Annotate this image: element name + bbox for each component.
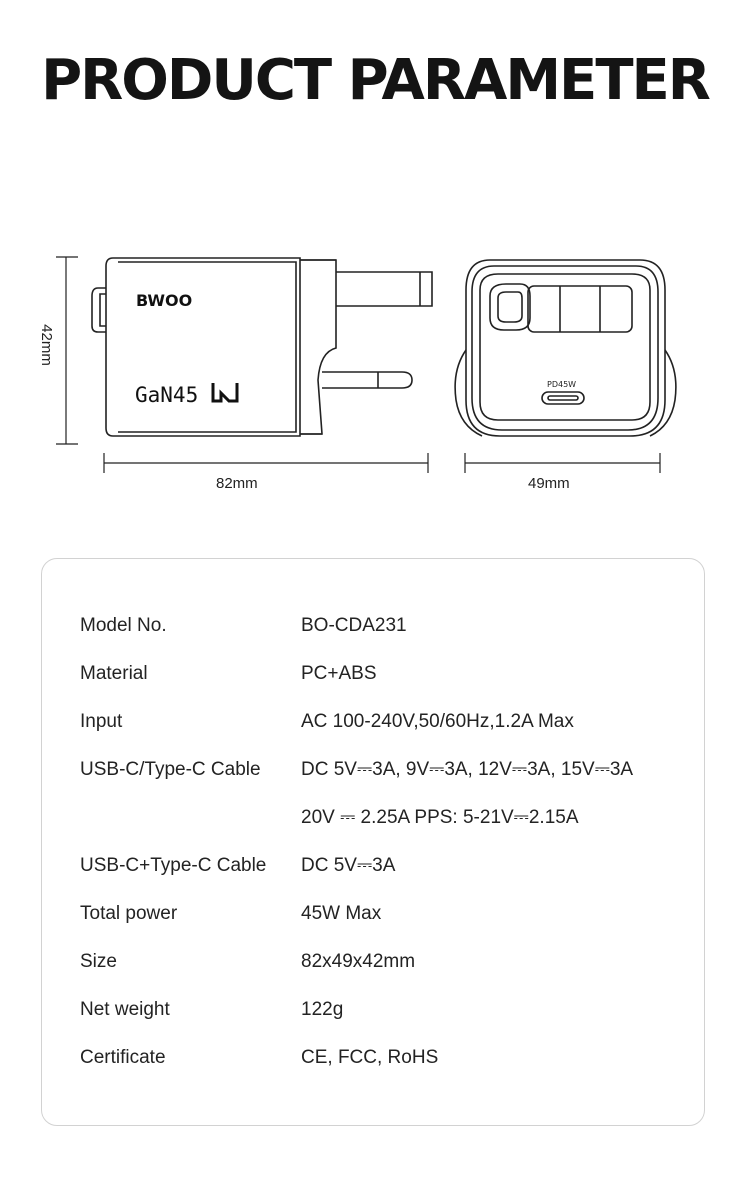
charger-side-view — [92, 258, 432, 436]
product-dimension-diagram — [0, 240, 750, 510]
spec-value: DC 5V⎓3A, 9V⎓3A, 12V⎓3A, 15V⎓3A — [301, 759, 634, 780]
spec-value: 122g — [301, 999, 344, 1020]
spec-label: Model No. — [80, 615, 167, 636]
port-label — [547, 380, 576, 389]
width-label: 82mm — [216, 475, 258, 492]
spec-value: AC 100-240V,50/60Hz,1.2A Max — [301, 711, 574, 732]
brand-logo — [136, 291, 192, 310]
svg-text:GaN45: GaN45 — [135, 383, 199, 407]
height-label: 42mm — [38, 324, 55, 366]
w-logo-icon — [213, 383, 237, 401]
height-dimension-line — [56, 257, 78, 444]
page-title: PRODUCT PARAMETER — [41, 48, 709, 113]
spec-value: 82x49x42mm — [301, 951, 416, 972]
spec-value: 20V ⎓ 2.25A PPS: 5-21V⎓2.15A — [301, 807, 579, 828]
spec-value: DC 5V⎓3A — [301, 855, 396, 876]
gan-label — [135, 383, 237, 407]
spec-label: Certificate — [80, 1047, 166, 1068]
spec-label: Material — [80, 663, 148, 684]
spec-card — [41, 558, 705, 1126]
svg-text:BWOO: BWOO — [136, 291, 193, 310]
spec-label: USB-C/Type-C Cable — [80, 759, 261, 780]
spec-value: 45W Max — [301, 903, 382, 924]
spec-label: USB-C+Type-C Cable — [80, 855, 267, 876]
charger-drawings — [0, 240, 750, 480]
charger-front-view — [455, 260, 676, 436]
spec-value: PC+ABS — [301, 663, 377, 684]
front-width-dimension-line — [465, 453, 660, 473]
spec-value: BO-CDA231 — [301, 615, 407, 636]
svg-text:PD45W: PD45W — [547, 380, 577, 389]
spec-label: Size — [80, 951, 117, 972]
spec-label: Input — [80, 711, 123, 732]
spec-value: CE, FCC, RoHS — [301, 1047, 439, 1068]
front-width-label: 49mm — [528, 475, 570, 492]
spec-label: Total power — [80, 903, 178, 924]
width-dimension-line — [104, 453, 428, 473]
spec-label: Net weight — [80, 999, 170, 1020]
